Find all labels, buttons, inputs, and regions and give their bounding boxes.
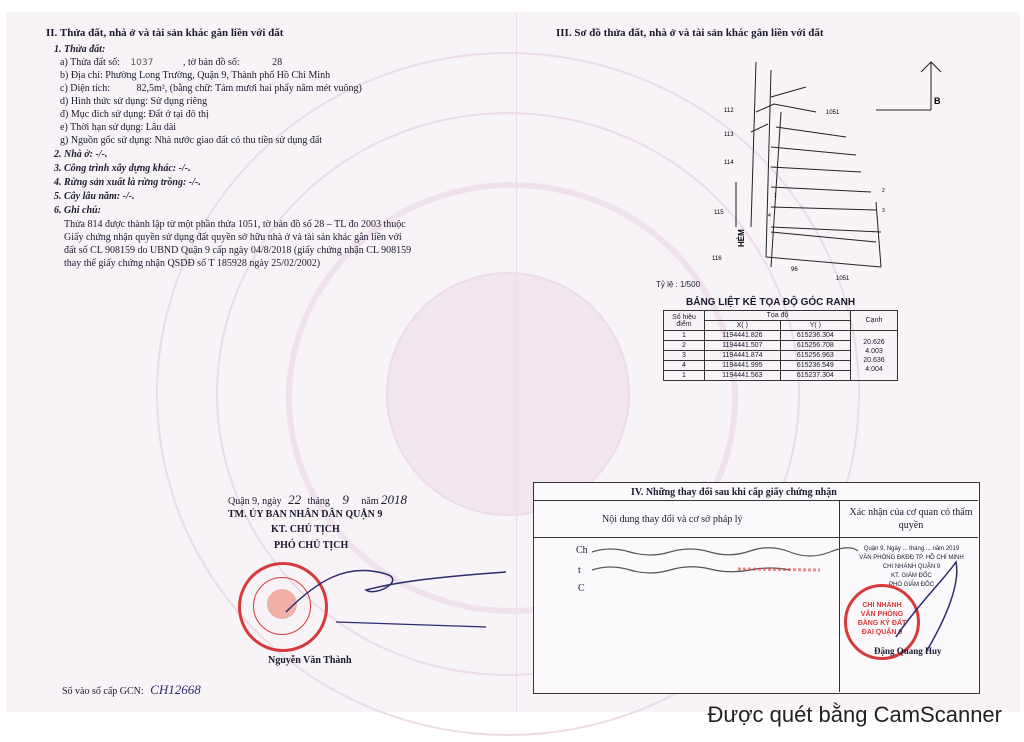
perennial-row: 5. Cây lâu năm: -/-.: [54, 191, 135, 202]
notes-heading: 6. Ghi chú:: [54, 205, 101, 216]
registration-number: Số vào sổ cấp GCN: CH12668: [62, 682, 201, 697]
use-origin-row: g) Nguồn gốc sử dụng: Nhà nước giao đất có thu tiền sử dụng đất: [60, 135, 323, 146]
other-construction-row: 3. Công trình xây dựng khác: -/-.: [54, 163, 191, 174]
note-line: thay thế giấy chứng nhận QSDĐ số T 185928 ngày 25/02/2002): [64, 258, 321, 269]
north-arrow-label: B: [934, 96, 941, 106]
branch-stamp: CHI NHÁNH VĂN PHÒNG ĐĂNG KÝ ĐẤT ĐAI QUẬN 9: [844, 584, 920, 660]
signature: [276, 552, 516, 632]
parcel-number-row: a) Thửa đất số: 1037 , tờ bản đồ số: 28: [60, 57, 283, 68]
edge-length: 4.004: [865, 365, 883, 373]
page-fold: [516, 12, 517, 712]
confirmation-block: Quận 9, Ngày ... tháng ... năm 2019 VĂN PHÒNG ĐKĐĐ TP. HỒ CHÍ MINH CHI NHÁNH QUẬN 9 KT. GIÁM ĐỐC PHÓ GIÁM ĐỐC: [859, 546, 964, 588]
handwritten-change-text: [590, 544, 860, 594]
use-purpose-row: đ) Mục đích sử dụng: Đất ở tại đô thị: [60, 109, 209, 120]
confirmation-signature: [886, 557, 976, 657]
parcel-label: 1051: [836, 276, 850, 282]
use-form-row: d) Hình thức sử dụng: Sử dụng riêng: [60, 96, 208, 107]
edge-length: 20.636: [863, 356, 885, 364]
col-header: Tọa độ: [705, 311, 851, 321]
edge-length: 20.626: [863, 338, 885, 346]
confirmation-signer: Đặng Quang Huy: [874, 646, 942, 656]
changes-col2-header: Xác nhận của cơ quan có thẩm quyền: [849, 507, 973, 531]
change-row: t: [578, 565, 581, 576]
address-row: b) Địa chỉ: Phường Long Trường, Quận 9, Thành phố Hồ Chí Minh: [60, 70, 331, 81]
change-row: Ch: [576, 545, 588, 556]
table-row: 1 1194441.826 615236.304 20.626 4.003 20.636 4.004: [664, 331, 898, 341]
corner-label: 1: [774, 193, 777, 199]
parcel-label: 96: [791, 267, 798, 273]
section-ii-title: II. Thửa đất, nhà ở và tài sản khác gắn liền với đất: [46, 27, 284, 39]
col-header: X( ): [705, 321, 781, 331]
note-line: Giấy chứng nhận quyền sử dụng đất quyền sở hữu nhà ở và tài sản khác gắn liền với: [64, 232, 402, 243]
parcel-label: 114: [724, 160, 734, 166]
change-row: C: [578, 583, 585, 594]
table-row: 1 1194441.563 615237.304: [664, 371, 898, 381]
changes-col1-header: Nội dung thay đổi và cơ sở pháp lý: [602, 514, 743, 525]
certificate-page: [6, 12, 1020, 712]
street-label: HẺM: [737, 229, 746, 247]
note-line: Thửa 814 được thành lập từ một phần thửa 1051, tờ bản đồ số 28 – TL đo 2003 thuộc: [64, 219, 406, 230]
table-row: 3 1194441.874 615256.963: [664, 351, 898, 361]
house-row: 2. Nhà ở: -/-.: [54, 149, 108, 160]
edge-length: 4.003: [865, 347, 883, 355]
parcel-label: 113: [724, 132, 734, 138]
corner-label: 4: [768, 213, 771, 219]
parcel-label: 1051: [826, 110, 840, 116]
scale-label: Tỷ lệ : 1/500: [656, 280, 701, 289]
note-line: đất số CL 908159 do UBND Quận 9 cấp ngày 04/8/2018 (giấy chứng nhận CL 908159: [64, 245, 412, 256]
table-row: 4 1194441.995 615236.549: [664, 361, 898, 371]
area-row: c) Diện tích: 82,5m², (bằng chữ: Tám mươi hai phẩy năm mét vuông): [60, 83, 362, 94]
parcel-label: 115: [714, 210, 724, 216]
col-header: Số hiệu điểm: [664, 311, 705, 331]
section-iii-title: III. Sơ đồ thửa đất, nhà ở và tài sản khác gắn liền với đất: [556, 27, 824, 39]
issue-date: Quận 9, ngày 22 tháng 9 năm 2018: [228, 492, 408, 507]
table-row: 2 1194441.507 615256.708: [664, 341, 898, 351]
issuing-org: TM. ỦY BAN NHÂN DÂN QUẬN 9: [228, 509, 383, 520]
changes-col-divider: [839, 501, 840, 692]
signer-name: Nguyễn Văn Thành: [268, 655, 352, 666]
signer-role: KT. CHỦ TỊCH: [271, 524, 340, 535]
col-header: Y( ): [780, 321, 850, 331]
land-parcel-heading: 1. Thửa đất:: [54, 44, 106, 55]
parcel-label: 112: [724, 108, 734, 114]
parcel-diagram: [696, 52, 946, 282]
use-term-row: e) Thời hạn sử dụng: Lâu dài: [60, 122, 177, 133]
corner-label: 2: [882, 188, 885, 194]
corner-label: 3: [882, 208, 885, 214]
coord-table-title: BẢNG LIỆT KÊ TỌA ĐỘ GÓC RANH: [686, 297, 856, 308]
coordinate-table: [663, 310, 898, 381]
changes-title: IV. Những thay đổi sau khi cấp giấy chứng nhận: [631, 487, 837, 498]
forest-row: 4. Rừng sản xuất là rừng trồng: -/-.: [54, 177, 201, 188]
parcel-label: 116: [712, 256, 722, 262]
signer-title: PHÓ CHỦ TỊCH: [274, 540, 349, 551]
scanner-watermark: Được quét bằng CamScanner: [707, 702, 1002, 727]
col-header: Cạnh: [851, 311, 898, 331]
